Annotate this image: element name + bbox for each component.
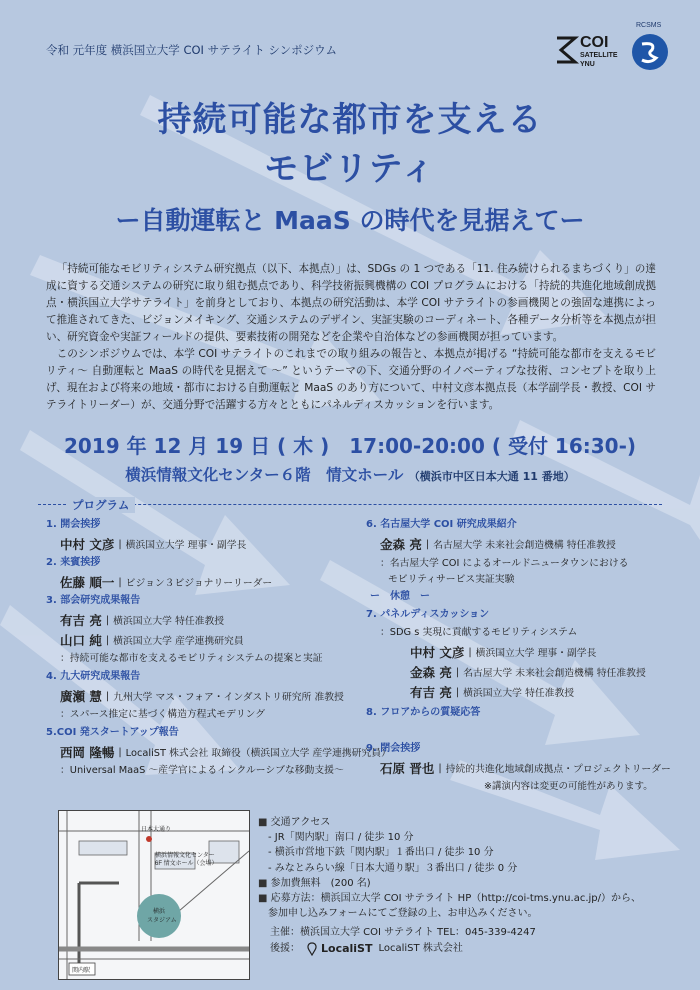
program-left-column <box>46 516 391 780</box>
speaker-affiliation: 持続的共進化地域創成拠点・プロジェクトリーダー <box>445 764 671 775</box>
svg-text:YNU: YNU <box>580 61 595 68</box>
access-info <box>258 815 668 921</box>
talk-title-line2: モビリティサービス実証実験 <box>388 574 515 585</box>
speaker-name: 廣瀬 慧 <box>60 689 102 704</box>
localist-logo: LocaliST <box>306 941 372 957</box>
svg-text:RCSMS: RCSMS <box>636 22 662 29</box>
panelist-row: 有吉 亮 | 横浜国立大学 特任准教授 <box>410 685 575 700</box>
section-kyushu: 4. 九大研究成果報告 <box>46 671 141 682</box>
speaker-affiliation: 九州大学 マス・フォア・インダストリ研究所 准教授 <box>113 692 344 703</box>
speaker-affiliation: 名古屋大学 未来社会創造機構 特任准教授 <box>463 668 646 679</box>
sponsor-name: LocaliST 株式会社 <box>378 943 463 954</box>
svg-text:COI: COI <box>580 34 609 51</box>
talk-title-line1: ：名古屋大学 COI によるオールドニュータウンにおける <box>380 558 629 569</box>
speaker-name: 金森 亮 <box>410 665 452 680</box>
map-venue-label-1: 横浜情報文化センター <box>155 853 215 859</box>
speaker-name: 石原 晋也 <box>380 761 435 776</box>
talk-title <box>366 556 666 588</box>
talk-title: ：Universal MaaS ～産学官によるインクルーシブな移動支援～ <box>60 765 344 776</box>
intro-paragraph-2: このシンポジウムでは、本学 COI サテライトのこれまでの取り組みの報告と、本拠点が掲げる “持続可能な都市を支えるモビリティ～ 自動運転と MaaS の時代を見据えて ～” というテーマの下、交通分野のイノベーティブな技術、コンセプトを取り上げ、現在および将来の地域・都市における自動運転と MaaS のあり方について、中村文彦本拠点長（本学副学長・教授、COI サテライトリーダー）が、交通分野で活躍する方々とともにパネルディスカッションを行います。 <box>46 348 656 411</box>
fee-row <box>258 876 668 891</box>
rcsms-logo <box>628 18 672 74</box>
apply-row <box>258 891 668 906</box>
access-title: 交通アクセス <box>270 817 331 828</box>
break-label: ー 休憩 ー <box>370 591 430 602</box>
access-line-minatomirai: - みなとみらい線「日本大通り駅」３番出口 / 徒歩 0 分 <box>268 862 518 874</box>
access-line-subway: - 横浜市営地下鉄「関内駅」１番出口 / 徒歩 10 分 <box>268 847 494 859</box>
map-venue-label-2: 6F 情文ホール（会場） <box>155 861 218 867</box>
subtitle: ー自動運転と MaaS の時代を見据えてー <box>115 206 585 235</box>
section-nagoya: 6. 名古屋大学 COI 研究成果紹介 <box>366 519 517 530</box>
speaker-name: 有吉 亮 <box>60 613 102 628</box>
apply-text-2: 参加申し込みフォームにてご登録の上、お申込みください。 <box>268 908 538 920</box>
host-text: 主催：横浜国立大学 COI サテライト TEL：045-339-4247 <box>270 927 536 938</box>
speaker-name: 金森 亮 <box>380 537 422 552</box>
event-venue <box>0 463 700 485</box>
disclaimer: ※講演内容は変更の可能性があります。 <box>484 781 653 792</box>
speaker-affiliation: ビジョン３ビジョナリーリーダー <box>125 578 273 589</box>
talk-title: ：スパース推定に基づく構造方程式モデリング <box>60 709 266 720</box>
speaker-affiliation: 横浜国立大学 産学連携研究員 <box>113 636 244 647</box>
program-right-column <box>366 516 671 796</box>
talk-title: ：持続可能な都市を支えるモビリティシステムの提案と実証 <box>60 653 323 664</box>
speaker-name: 中村 文彦 <box>60 537 115 552</box>
speaker-name: 山口 純 <box>60 633 102 648</box>
apply-text-1: 応募方法：横浜国立大学 COI サテライト HP（http://coi-tms.ynu.ac.jp/）から、 <box>270 893 641 905</box>
panelist-row: 中村 文彦 | 横浜国立大学 理事・副学長 <box>410 645 597 660</box>
speaker-affiliation: 横浜国立大学 特任准教授 <box>113 616 225 627</box>
localist-mark-icon <box>306 942 318 956</box>
intro-paragraph-1: 「持続可能なモビリティシステム研究拠点（以下、本拠点）」は、SDGs の 1 つである「11. 住み続けられるまちづくり」の達成に資する交通システムの研究に取り組む拠点であり、科学技術振興機構の COI プログラムにおける「持続的共進化地域創成拠点・横浜国立大学サテライト」を前身としており、本拠点の研究活動は、本学 COI サテライトの参画機関との強固な連携によって推進されてきた、ビジョンメイキング、交通システムのデザイン、実証実験のコーディネート、各種データ分析等を本拠点が担い、研究資金や実証フィールドの提供、要素技術の開発などを企業や自治体などの参画機関が担っています。 <box>46 263 656 343</box>
section-panel: 7. パネルディスカッション <box>366 609 490 620</box>
coi-satellite-logo <box>553 30 623 70</box>
panel-topic: ：SDG s 実現に貢献するモビリティシステム <box>380 627 578 638</box>
section-opening: 1. 開会挨拶 <box>46 519 101 530</box>
access-line-jr: - JR「関内駅」南口 / 徒歩 10 分 <box>268 832 414 844</box>
speaker-row: 廣瀬 慧 | 九州大学 マス・フォア・インダストリ研究所 准教授 <box>60 689 344 704</box>
speaker-affiliation: LocaliST 株式会社 取締役（横浜国立大学 産学連携研究員） <box>125 748 391 759</box>
event-series-note: 令和 元年度 横浜国立大学 COI サテライト シンポジウム <box>46 43 338 57</box>
svg-text:SATELLITE: SATELLITE <box>580 52 618 59</box>
map-street-label: 日本大通り <box>141 827 172 833</box>
speaker-affiliation: 名古屋大学 未来社会創造機構 特任准教授 <box>433 540 616 551</box>
venue-name: 横浜情報文化センター６階 情文ホール <box>125 466 404 484</box>
main-title-line1: 持続可能な都市を支える <box>157 100 543 140</box>
map-stadium-label-1: 横浜 <box>153 909 166 915</box>
section-group-report: 3. 部会研究成果報告 <box>46 595 141 606</box>
panelist-row: 金森 亮 | 名古屋大学 未来社会創造機構 特任准教授 <box>410 665 646 680</box>
fee-text: 参加費無料 (200 名) <box>270 877 371 889</box>
section-qa: 8. フロアからの質疑応答 <box>366 707 481 718</box>
speaker-affiliation: 横浜国立大学 理事・副学長 <box>475 648 597 659</box>
map-station-label: 関内駅 <box>72 968 91 974</box>
program-header <box>38 497 662 511</box>
organizer-block <box>270 925 536 957</box>
section-closing: 9. 閉会挨拶 <box>366 743 421 754</box>
speaker-name: 西岡 隆暢 <box>60 745 115 760</box>
speaker-row: 中村 文彦 | 横浜国立大学 理事・副学長 <box>60 537 247 552</box>
sponsor-row <box>270 941 536 957</box>
speaker-row: 山口 純 | 横浜国立大学 産学連携研究員 <box>60 633 244 648</box>
speaker-row: 金森 亮 | 名古屋大学 未来社会創造機構 特任准教授 <box>380 537 616 552</box>
access-title-row <box>258 815 668 830</box>
access-map <box>58 810 250 980</box>
square-bullet-icon: ■ <box>258 877 268 889</box>
speaker-row: 西岡 隆暢 | LocaliST 株式会社 取締役（横浜国立大学 産学連携研究員） <box>60 745 391 760</box>
speaker-row: 有吉 亮 | 横浜国立大学 特任准教授 <box>60 613 225 628</box>
section-startup: 5.COI 発スタートアップ報告 <box>46 727 179 738</box>
speaker-affiliation: 横浜国立大学 理事・副学長 <box>125 540 247 551</box>
intro-text <box>46 261 656 414</box>
speaker-affiliation: 横浜国立大学 特任准教授 <box>463 688 575 699</box>
square-bullet-icon: ■ <box>258 893 268 905</box>
speaker-name: 有吉 亮 <box>410 685 452 700</box>
main-title-line2: モビリティ <box>264 149 436 189</box>
speaker-row: 石原 晋也 | 持続的共進化地域創成拠点・プロジェクトリーダー <box>380 761 671 776</box>
sponsor-label: 後援： <box>270 943 300 954</box>
speaker-name: 中村 文彦 <box>410 645 465 660</box>
section-guest: 2. 来賓挨拶 <box>46 557 101 568</box>
event-date: 2019 年 12 月 19 日 ( 木 ) 17:00-20:00 ( 受付 16:30-) <box>63 434 637 458</box>
program-heading: プログラム <box>66 497 135 513</box>
map-stadium-label-2: スタジアム <box>147 918 177 924</box>
speaker-row: 佐藤 順一 | ビジョン３ビジョナリーリーダー <box>60 575 273 590</box>
square-bullet-icon: ■ <box>258 817 268 828</box>
venue-address: （横浜市中区日本大通 11 番地） <box>408 470 575 483</box>
speaker-name: 佐藤 順一 <box>60 575 115 590</box>
